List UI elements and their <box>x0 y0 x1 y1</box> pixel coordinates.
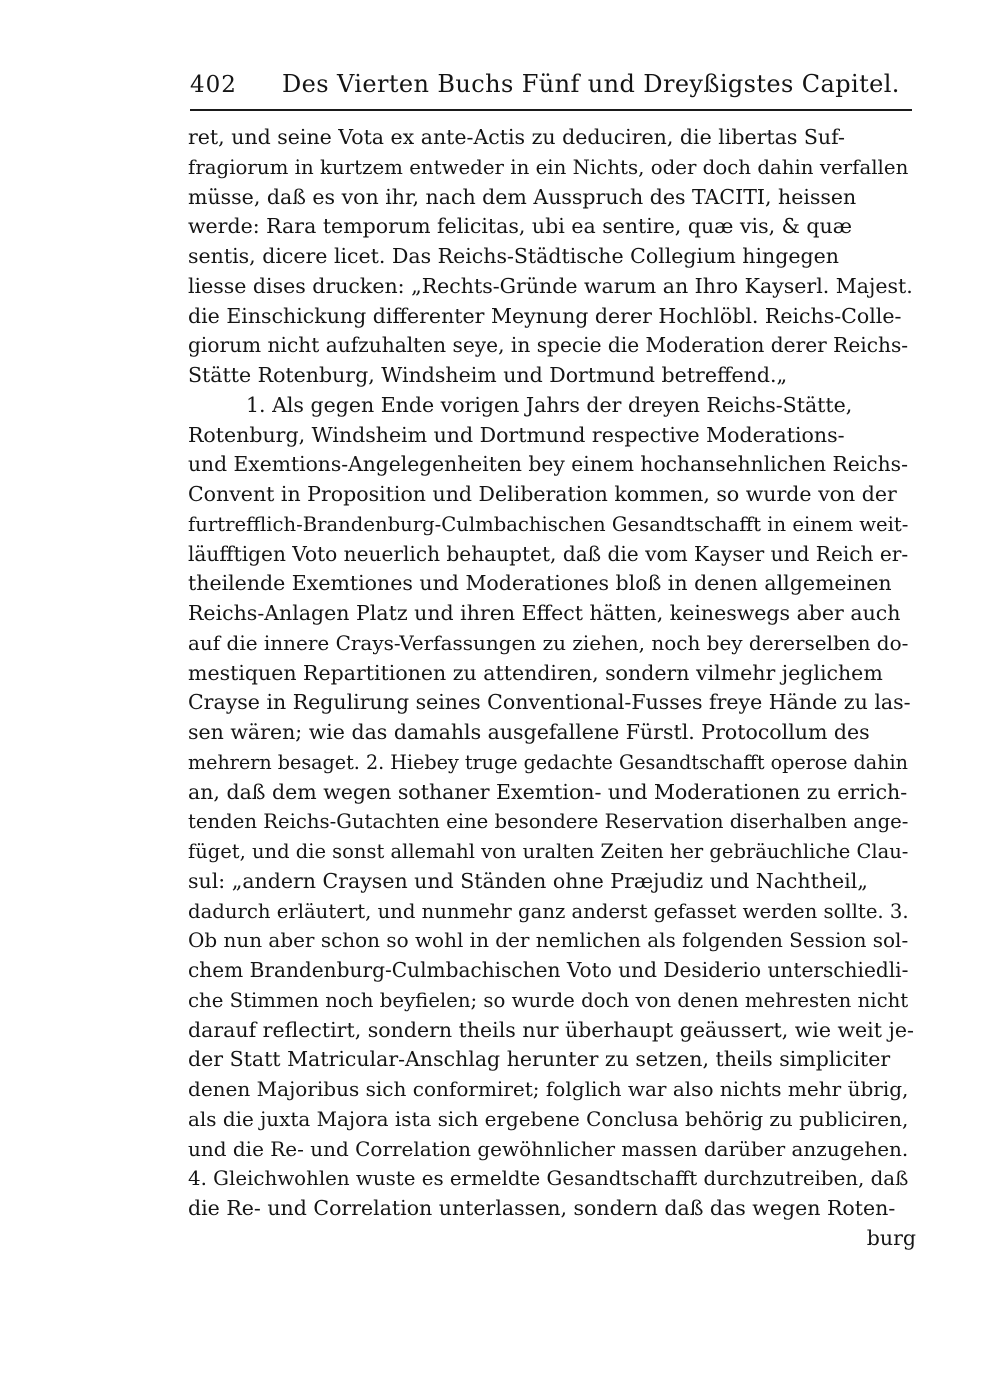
text-line: Rotenburg, Windsheim und Dortmund respective Moderations- <box>188 422 845 447</box>
text-line: mehrern besaget. 2. Hiebey truge gedachte Gesandtschafft operose dahin <box>188 750 908 774</box>
text-line: sen wären; wie das damahls ausgefallene Fürstl. Protocollum des <box>188 720 870 744</box>
text-line: furtrefflich-Brandenburg-Culmbachischen Gesandtschafft in einem weit- <box>188 512 909 536</box>
text-line: 1. Als gegen Ende vorigen Jahrs der dreyen Reichs-Stätte, <box>246 392 853 417</box>
page-header <box>190 70 910 110</box>
text-line: und Exemtions-Angelegenheiten bey einem hochansehnlichen Reichs- <box>188 452 908 477</box>
text-line: Crayse in Regulirung seines Conventional-Fusses freye Hände zu las- <box>188 690 911 715</box>
text-line: liesse dises drucken: „Rechts-Gründe warum an Ihro Kayserl. Majest. <box>188 273 913 298</box>
text-line: denen Majoribus sich conformiret; folglich war also nichts mehr übrig, <box>188 1077 909 1101</box>
text-line: dadurch erläutert, und nunmehr ganz anderst gefasset werden sollte. 3. <box>188 899 909 923</box>
text-line: auf die innere Crays-Verfassungen zu ziehen, noch bey dererselben do- <box>188 630 909 655</box>
text-line: fragiorum in kurtzem entweder in ein Nichts, oder doch dahin verfallen <box>188 155 909 179</box>
text-line: und die Re- und Correlation gewöhnlicher massen darüber anzugehen. <box>188 1136 909 1161</box>
text-line: die Re- und Correlation unterlassen, sondern daß das wegen Roten- <box>188 1196 896 1220</box>
text-line: an, daß dem wegen sothaner Exemtion- und Moderationen zu errich- <box>188 779 908 804</box>
text-line: ret, und seine Vota ex ante-Actis zu deduciren, die libertas Suf- <box>188 125 845 149</box>
text-line: sul: „andern Craysen und Ständen ohne Præjudiz und Nachtheil„ <box>188 868 868 893</box>
page-number: 402 <box>190 72 237 98</box>
text-line: tenden Reichs-Gutachten eine besondere Reservation diserhalben ange- <box>188 810 909 834</box>
text-line: läufftigen Voto neuerlich behauptet, daß die vom Kayser und Reich er- <box>188 541 909 566</box>
text-line: füget, und die sonst allemahl von uralten Zeiten her gebräuchliche Clau- <box>188 840 909 863</box>
catchword: burg <box>866 1225 916 1250</box>
text-line: theilende Exemtiones und Moderationes bloß in denen allgemeinen <box>188 571 892 596</box>
text-line: giorum nicht aufzuhalten seye, in specie die Moderation derer Reichs- <box>188 333 909 358</box>
text-line: Reichs-Anlagen Platz und ihren Effect hätten, keineswegs aber auch <box>188 601 901 625</box>
text-line: die Einschickung differenter Meynung derer Hochlöbl. Reichs-Colle- <box>188 303 902 328</box>
text-line: Stätte Rotenburg, Windsheim und Dortmund betreffend.„ <box>188 363 788 387</box>
text-line: chem Brandenburg-Culmbachischen Voto und Desiderio unterschiedli- <box>188 958 909 982</box>
text-line: mestiquen Repartitionen zu attendiren, sondern vilmehr jeglichem <box>188 660 883 685</box>
text-line: müsse, daß es von ihr, nach dem Ausspruch des TACITI, heissen <box>188 184 857 209</box>
header-rule <box>190 109 912 111</box>
text-line: 4. Gleichwohlen wuste es ermeldte Gesandtschafft durchzutreiben, daß <box>188 1167 909 1191</box>
text-line: darauf reflectirt, sondern theils nur überhaupt geäussert, wie weit je- <box>188 1017 914 1042</box>
text-line: che Stimmen noch beyfielen; so wurde doch von denen mehresten nicht <box>188 988 909 1012</box>
text-line: Convent in Proposition und Deliberation kommen, so wurde von der <box>188 482 897 506</box>
text-line: sentis, dicere licet. Das Reichs-Städtische Collegium hingegen <box>188 244 839 268</box>
text-line: Ob nun aber schon so wohl in der nemlichen als folgenden Session sol- <box>188 928 909 953</box>
text-line: als die juxta Majora ista sich ergebene Conclusa behörig zu publiciren, <box>188 1106 909 1131</box>
body-text <box>188 123 916 1254</box>
running-title: Des Vierten Buchs Fünf und Dreyßigstes Capitel. <box>282 70 900 98</box>
text-line: der Statt Matricular-Anschlag herunter zu setzen, theils simpliciter <box>188 1047 891 1072</box>
text-line: werde: Rara temporum felicitas, ubi ea sentire, quæ vis, & quæ <box>188 214 852 239</box>
